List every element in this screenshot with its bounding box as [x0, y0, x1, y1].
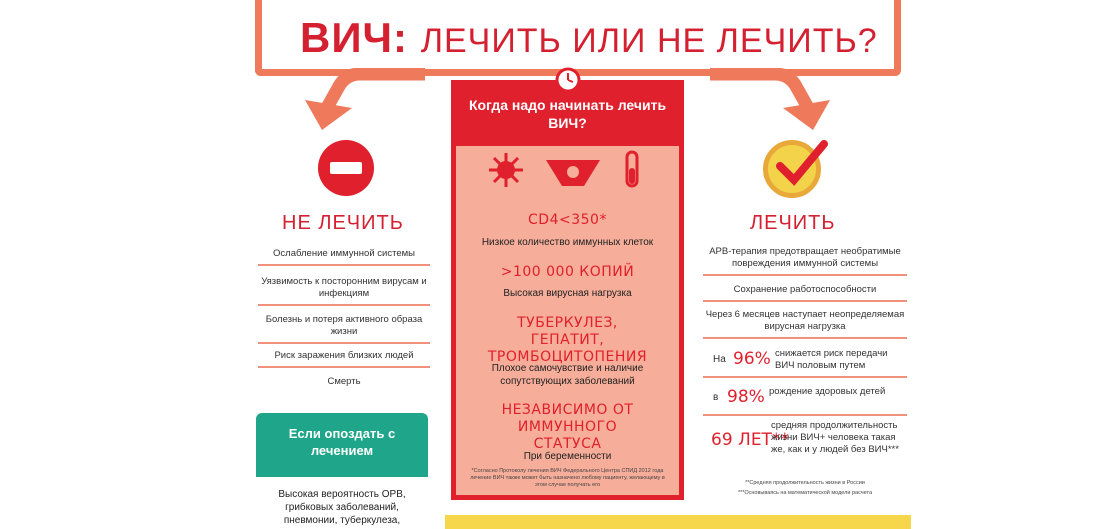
virus-icon [486, 150, 526, 190]
stat-text: рождение здоровых детей [769, 386, 886, 397]
stat-prefix: На [713, 354, 726, 365]
right-arrow-icon [705, 68, 845, 148]
right-item: АРВ-терапия предотвращает необратимые повреждения иммунной системы [703, 246, 907, 276]
center-title: Когда надо начинать лечить ВИЧ? [468, 97, 667, 131]
stat-prefix: в [713, 392, 719, 403]
viral-desc: Высокая вирусная нагрузка [503, 288, 632, 299]
late-box-text: Если опоздать с лечением [288, 426, 396, 458]
title-rest: ЛЕЧИТЬ ИЛИ НЕ ЛЕЧИТЬ? [420, 22, 878, 60]
treat-heading: ЛЕЧИТЬ [750, 212, 836, 234]
left-item: Ослабление иммунной системы [258, 248, 430, 266]
stat-row [703, 384, 907, 416]
test-tube-icon [624, 150, 640, 190]
diseases-desc: Плохое самочувствие и наличие сопутствующих заболеваний [491, 363, 644, 387]
bottom-yellow-bar [445, 515, 911, 529]
page-title [300, 14, 878, 62]
stat-text: снижается риск передачи ВИЧ половым путем [775, 348, 888, 371]
diseases-value: ТУБЕРКУЛЕЗ, ГЕПАТИТ, ТРОМБОЦИТОПЕНИЯ [487, 315, 648, 365]
stat-text: средняя продолжительность жизни ВИЧ+ человека такая же, как и у людей без ВИЧ*** [771, 420, 899, 455]
title-bold: ВИЧ: [300, 14, 409, 61]
cd4-value: CD4<350* [528, 212, 607, 228]
right-footnote-2: ***Основываясь на математической модели расчета [737, 490, 873, 496]
right-item: Через 6 месяцев наступает неопределяемая вирусная нагрузка [703, 309, 907, 339]
late-text: Высокая вероятность ОРВ, грибковых заболеваний, пневмонии, туберкулеза, [278, 489, 406, 526]
left-item: Уязвимость к посторонним вирусам и инфекциям [258, 276, 430, 306]
stop-icon-bar [330, 162, 362, 174]
ultrasound-icon [544, 152, 602, 188]
stat-row [703, 420, 907, 470]
pregnancy-desc: При беременности [523, 451, 612, 462]
stat-value: 98% [727, 387, 765, 407]
right-item: Сохранение работоспособности [703, 284, 907, 302]
viral-value: >100 000 КОПИЙ [500, 264, 635, 280]
stat-value: 69 ЛЕТ** [711, 430, 789, 450]
stat-value: 96% [733, 349, 771, 369]
not-treat-heading: НЕ ЛЕЧИТЬ [282, 212, 404, 234]
left-item: Смерть [327, 376, 361, 387]
center-footnote: *Согласно Протоколу лечения ВИЧ Федерального Центра СПИД 2012 года лечение ВИЧ также может быть назначено любому пациенту, желающему в этом случае получать его [470, 468, 665, 488]
left-item: Риск заражения близких людей [258, 350, 430, 368]
checkmark-icon [772, 140, 832, 190]
stat-row [703, 346, 907, 378]
pregnancy-value: НЕЗАВИСИМО ОТ ИММУННОГО СТАТУСА [501, 402, 634, 452]
cd4-desc: Низкое количество иммунных клеток [481, 237, 654, 248]
left-arrow-icon [300, 68, 440, 148]
clock-icon [553, 64, 583, 94]
left-item: Болезнь и потеря активного образа жизни [258, 314, 430, 344]
right-footnote-1: **Средняя продолжительность жизни в России [745, 480, 865, 486]
